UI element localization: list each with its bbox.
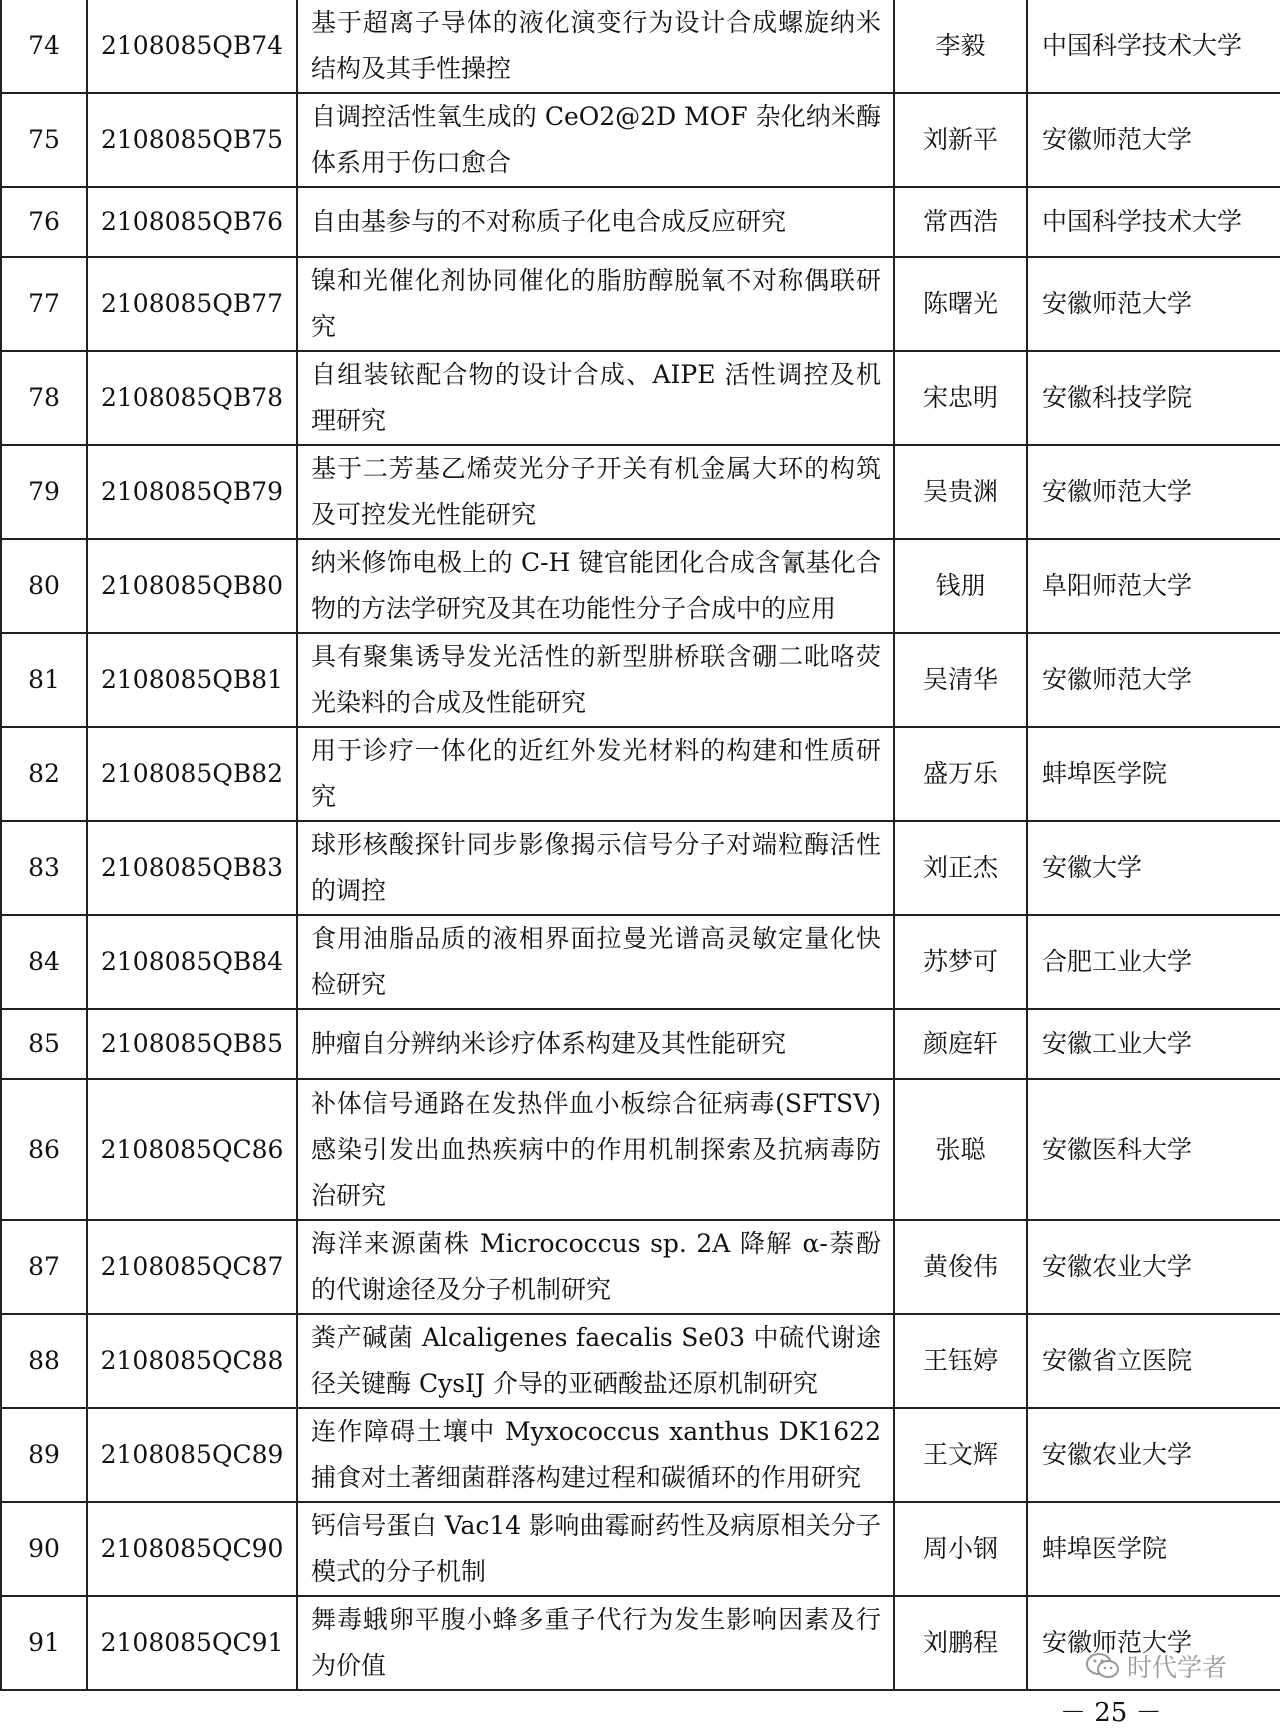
table-row: [1, 257, 1280, 351]
institution: 蚌埠医学院: [1027, 727, 1280, 821]
table-row: [1, 1314, 1280, 1408]
project-title: 自组装铱配合物的设计合成、AIPE 活性调控及机理研究: [297, 351, 894, 445]
institution: 中国科学技术大学: [1027, 187, 1280, 257]
watermark: [1085, 1648, 1227, 1684]
principal-investigator: 宋忠明: [894, 351, 1027, 445]
institution: 安徽师范大学: [1027, 1596, 1280, 1690]
row-number: 74: [1, 0, 87, 93]
institution: 安徽工业大学: [1027, 1009, 1280, 1079]
table-row: [1, 915, 1280, 1009]
project-code: 2108085QB81: [87, 633, 297, 727]
institution: 安徽师范大学: [1027, 93, 1280, 187]
project-title: 自调控活性氧生成的 CeO2@2D MOF 杂化纳米酶体系用于伤口愈合: [297, 93, 894, 187]
project-title: 基于二芳基乙烯荧光分子开关有机金属大环的构筑及可控发光性能研究: [297, 445, 894, 539]
project-code: 2108085QB74: [87, 0, 297, 93]
project-code: 2108085QC88: [87, 1314, 297, 1408]
project-title: 粪产碱菌 Alcaligenes faecalis Se03 中硫代谢途径关键酶 CysIJ 介导的亚硒酸盐还原机制研究: [297, 1314, 894, 1408]
row-number: 80: [1, 539, 87, 633]
institution: 蚌埠医学院: [1027, 1502, 1280, 1596]
institution: 安徽大学: [1027, 821, 1280, 915]
institution: 安徽师范大学: [1027, 633, 1280, 727]
institution: 阜阳师范大学: [1027, 539, 1280, 633]
project-title: 食用油脂品质的液相界面拉曼光谱高灵敏定量化快检研究: [297, 915, 894, 1009]
table-row: [1, 1079, 1280, 1220]
table-row: [1, 727, 1280, 821]
principal-investigator: 吴清华: [894, 633, 1027, 727]
project-title: 球形核酸探针同步影像揭示信号分子对端粒酶活性的调控: [297, 821, 894, 915]
project-title: 舞毒蛾卵平腹小蜂多重子代行为发生影响因素及行为价值: [297, 1596, 894, 1690]
row-number: 91: [1, 1596, 87, 1690]
principal-investigator: 吴贵渊: [894, 445, 1027, 539]
project-title: 连作障碍土壤中 Myxococcus xanthus DK1622 捕食对土著细菌群落构建过程和碳循环的作用研究: [297, 1408, 894, 1502]
row-number: 79: [1, 445, 87, 539]
principal-investigator: 陈曙光: [894, 257, 1027, 351]
table-row: [1, 187, 1280, 257]
row-number: 76: [1, 187, 87, 257]
institution: 安徽省立医院: [1027, 1314, 1280, 1408]
project-code: 2108085QB84: [87, 915, 297, 1009]
row-number: 75: [1, 93, 87, 187]
principal-investigator: 常西浩: [894, 187, 1027, 257]
row-number: 83: [1, 821, 87, 915]
institution: 安徽农业大学: [1027, 1408, 1280, 1502]
row-number: 89: [1, 1408, 87, 1502]
project-title: 用于诊疗一体化的近红外发光材料的构建和性质研究: [297, 727, 894, 821]
principal-investigator: 钱朋: [894, 539, 1027, 633]
project-code: 2108085QB83: [87, 821, 297, 915]
table-row: [1, 539, 1280, 633]
project-title: 肿瘤自分辨纳米诊疗体系构建及其性能研究: [297, 1009, 894, 1079]
project-code: 2108085QB78: [87, 351, 297, 445]
principal-investigator: 苏梦可: [894, 915, 1027, 1009]
principal-investigator: 周小钢: [894, 1502, 1027, 1596]
principal-investigator: 王文辉: [894, 1408, 1027, 1502]
project-title: 镍和光催化剂协同催化的脂肪醇脱氧不对称偶联研究: [297, 257, 894, 351]
table-row: [1, 1220, 1280, 1314]
project-code: 2108085QB77: [87, 257, 297, 351]
row-number: 86: [1, 1079, 87, 1220]
project-code: 2108085QB82: [87, 727, 297, 821]
project-code: 2108085QC91: [87, 1596, 297, 1690]
project-title: 钙信号蛋白 Vac14 影响曲霉耐药性及病原相关分子模式的分子机制: [297, 1502, 894, 1596]
institution: 安徽科技学院: [1027, 351, 1280, 445]
row-number: 87: [1, 1220, 87, 1314]
principal-investigator: 刘鹏程: [894, 1596, 1027, 1690]
row-number: 88: [1, 1314, 87, 1408]
project-code: 2108085QB80: [87, 539, 297, 633]
page-number: － 25 －: [1060, 1698, 1162, 1728]
project-title: 具有聚集诱导发光活性的新型肼桥联含硼二吡咯荧光染料的合成及性能研究: [297, 633, 894, 727]
project-title: 海洋来源菌株 Micrococcus sp. 2A 降解 α-萘酚的代谢途径及分子机制研究: [297, 1220, 894, 1314]
project-title: 基于超离子导体的液化演变行为设计合成螺旋纳米结构及其手性操控: [297, 0, 894, 93]
project-code: 2108085QB75: [87, 93, 297, 187]
institution: 安徽师范大学: [1027, 257, 1280, 351]
project-code: 2108085QC90: [87, 1502, 297, 1596]
row-number: 77: [1, 257, 87, 351]
institution: 中国科学技术大学: [1027, 0, 1280, 93]
watermark-text: 时代学者: [1127, 1653, 1228, 1682]
project-title: 自由基参与的不对称质子化电合成反应研究: [297, 187, 894, 257]
row-number: 82: [1, 727, 87, 821]
project-code: 2108085QB76: [87, 187, 297, 257]
institution: 安徽师范大学: [1027, 445, 1280, 539]
project-code: 2108085QC87: [87, 1220, 297, 1314]
table-row: [1, 1502, 1280, 1596]
row-number: 81: [1, 633, 87, 727]
project-code: 2108085QC89: [87, 1408, 297, 1502]
table-body: [1, 0, 1280, 1690]
principal-investigator: 刘正杰: [894, 821, 1027, 915]
row-number: 84: [1, 915, 87, 1009]
table-row: [1, 445, 1280, 539]
institution: 安徽农业大学: [1027, 1220, 1280, 1314]
principal-investigator: 盛万乐: [894, 727, 1027, 821]
table-row: [1, 821, 1280, 915]
principal-investigator: 颜庭轩: [894, 1009, 1027, 1079]
project-code: 2108085QB85: [87, 1009, 297, 1079]
table-row: [1, 93, 1280, 187]
table-row: [1, 633, 1280, 727]
institution: 安徽医科大学: [1027, 1079, 1280, 1220]
table-row: [1, 1408, 1280, 1502]
row-number: 90: [1, 1502, 87, 1596]
row-number: 85: [1, 1009, 87, 1079]
principal-investigator: 刘新平: [894, 93, 1027, 187]
wechat-icon: [1085, 1652, 1121, 1680]
table-row: [1, 0, 1280, 93]
row-number: 78: [1, 351, 87, 445]
project-code: 2108085QC86: [87, 1079, 297, 1220]
table-row: [1, 1009, 1280, 1079]
institution: 合肥工业大学: [1027, 915, 1280, 1009]
principal-investigator: 李毅: [894, 0, 1027, 93]
project-code: 2108085QB79: [87, 445, 297, 539]
principal-investigator: 黄俊伟: [894, 1220, 1027, 1314]
principal-investigator: 张聪: [894, 1079, 1027, 1220]
principal-investigator: 王钰婷: [894, 1314, 1027, 1408]
project-title: 纳米修饰电极上的 C-H 键官能团化合成含氰基化合物的方法学研究及其在功能性分子合成中的应用: [297, 539, 894, 633]
project-title: 补体信号通路在发热伴血小板综合征病毒(SFTSV)感染引发出血热疾病中的作用机制探索及抗病毒防治研究: [297, 1079, 894, 1220]
table-row: [1, 351, 1280, 445]
